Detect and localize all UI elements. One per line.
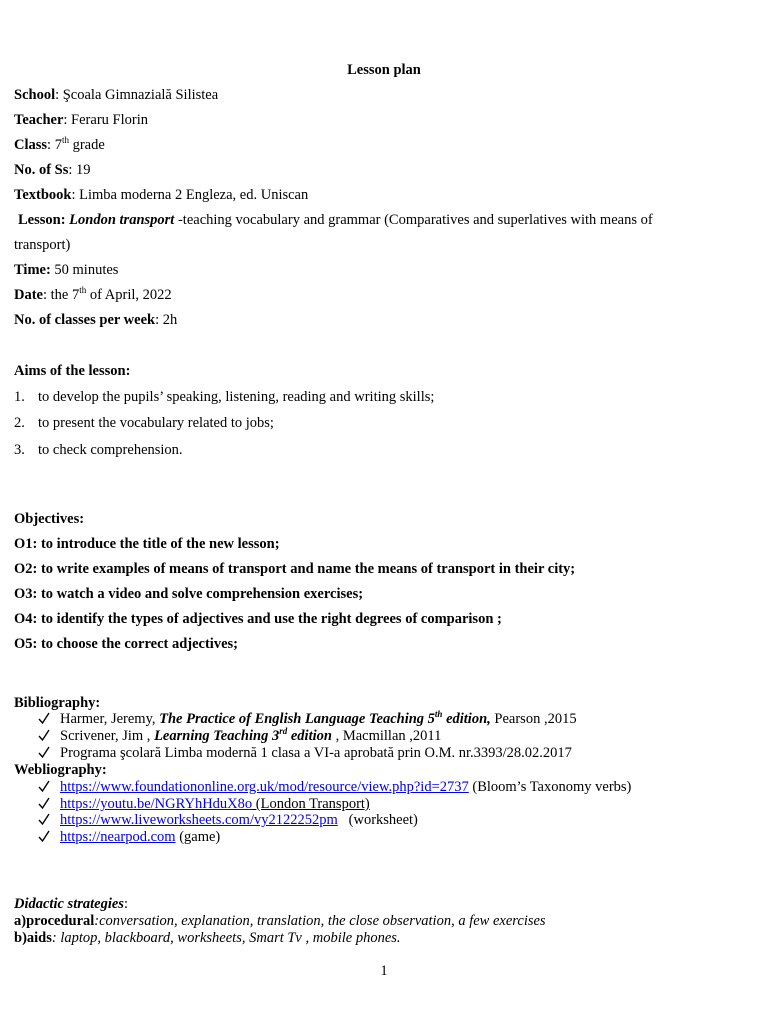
webliography-note: (Bloom’s Taxonomy verbs) [468,779,632,795]
students-value: : 19 [68,162,91,178]
objective-text: O1: to introduce the title of the new lesson; [14,536,280,552]
bibliography-heading-text: Bibliography: [14,695,101,711]
students-label: No. of Ss [14,162,69,178]
aims-item-num: 3. [14,442,25,458]
school-value: : Şcoala Gimnazială Silistea [55,87,219,103]
school-label: School [14,87,56,103]
procedural-line [14,912,546,930]
class-label: Class [14,137,48,153]
classes-label: No. of classes per week [14,312,156,328]
webliography-link[interactable]: https://nearpod.com [60,829,176,845]
class-value-post: grade [68,137,105,153]
textbook-value: : Limba moderna 2 Engleza, ed. Uniscan [71,187,309,203]
webliography-note: (worksheet) [337,812,418,828]
webliography-heading [14,761,107,779]
bib-title-sup: rd [279,726,288,737]
teacher-line [14,111,148,129]
objective-text: O4: to identify the types of adjectives and use the right degrees of comparison ; [14,611,502,627]
checkmark-icon [38,745,52,761]
aids-label: b)aids [14,930,52,946]
bibliography-entry: Programa şcolară Limba modernă 1 clasa a VI-a aprobată prin O.M. nr.3393/28.02.2017 [60,745,572,761]
webliography-link[interactable]: https://youtu.be/NGRYhHduX8o [60,796,253,812]
textbook-label: Textbook [14,187,72,203]
page-title: Lesson plan [347,62,421,78]
classes-per-week-line [14,311,177,329]
strategies-heading [14,895,128,913]
bib-title-post: edition, [442,711,491,727]
strategies-colon: : [123,896,128,912]
class-value-sup: th [61,135,69,146]
teacher-value: : Feraru Florin [63,112,148,128]
objective-4 [14,610,502,628]
objective-5 [14,635,238,653]
date-value: : the 7 [43,287,80,303]
class-line [14,136,105,154]
time-line [14,261,118,279]
checkmark-icon [38,796,52,812]
webliography-link[interactable]: https://www.foundationonline.org.uk/mod/resource/view.php?id=2737 [60,779,469,795]
textbook-line [14,186,308,204]
checkmark-icon [38,711,52,727]
aims-item-text: to present the vocabulary related to jobs; [38,415,274,431]
checkmark-icon [38,728,52,744]
webliography-note: (London Transport) [252,796,370,812]
class-value: : 7 [47,137,62,153]
bibliography-entry [60,711,577,727]
aims-heading-text: Aims of the lesson: [14,363,131,379]
bibliography-heading [14,694,100,712]
aids-value: : laptop, blackboard, worksheets, Smart Tv , mobile phones. [51,930,401,946]
bib-title-post: edition [287,728,332,744]
date-line [14,286,172,304]
date-sup: th [79,285,87,296]
objective-text: O2: to write examples of means of transport and name the means of transport in their city; [14,561,576,577]
aids-line [14,929,401,947]
lesson-line-cont: transport) [14,237,71,253]
date-post: of April, 2022 [86,287,172,303]
lesson-title: London transport [69,212,175,228]
aims-heading [14,362,130,380]
bib-title: The Practice of English Language Teaching 5 [159,711,435,727]
lesson-label: Lesson: [18,212,66,228]
procedural-label: a)procedural [14,913,95,929]
page-number: 1 [380,963,388,979]
lesson-desc: -teaching vocabulary and grammar (Comparatives and superlatives with means of [177,212,653,228]
objective-2 [14,560,575,578]
objective-1 [14,535,280,553]
checkmark-icon [38,779,52,795]
school-line [14,86,218,104]
bib-title: Learning Teaching 3 [154,728,280,744]
aims-item-num: 1. [14,389,25,405]
checkmark-icon [38,812,52,828]
bibliography-entry [60,728,441,744]
objectives-heading [14,510,84,528]
objectives-heading-text: Objectives: [14,511,85,527]
webliography-note: (game) [175,829,221,845]
lesson-line [18,211,653,229]
students-line [14,161,91,179]
bib-title-sup: th [434,709,443,720]
bib-author: Harmer, Jeremy, [60,711,160,727]
procedural-value: :conversation, explanation, translation, the close observation, a few exercises [94,913,546,929]
time-value: 50 minutes [50,262,119,278]
time-label: Time: [14,262,51,278]
webliography-heading-text: Webliography: [14,762,107,778]
aims-item-num: 2. [14,415,25,431]
bib-publisher: , Macmillan ,2011 [331,728,442,744]
date-label: Date [14,287,43,303]
objective-text: O3: to watch a video and solve comprehension exercises; [14,586,364,602]
objective-3 [14,585,363,603]
bib-author: Scrivener, Jim , [60,728,155,744]
aims-item-text: to develop the pupils’ speaking, listening, reading and writing skills; [38,389,435,405]
bib-publisher: Pearson ,2015 [490,711,577,727]
teacher-label: Teacher [14,112,64,128]
checkmark-icon [38,829,52,845]
classes-value: : 2h [155,312,178,328]
aims-item-text: to check comprehension. [38,442,183,458]
strategies-heading-text: Didactic strategies [14,896,124,912]
objective-text: O5: to choose the correct adjectives; [14,636,238,652]
webliography-link[interactable]: https://www.liveworksheets.com/vy2122252pm [60,812,338,828]
